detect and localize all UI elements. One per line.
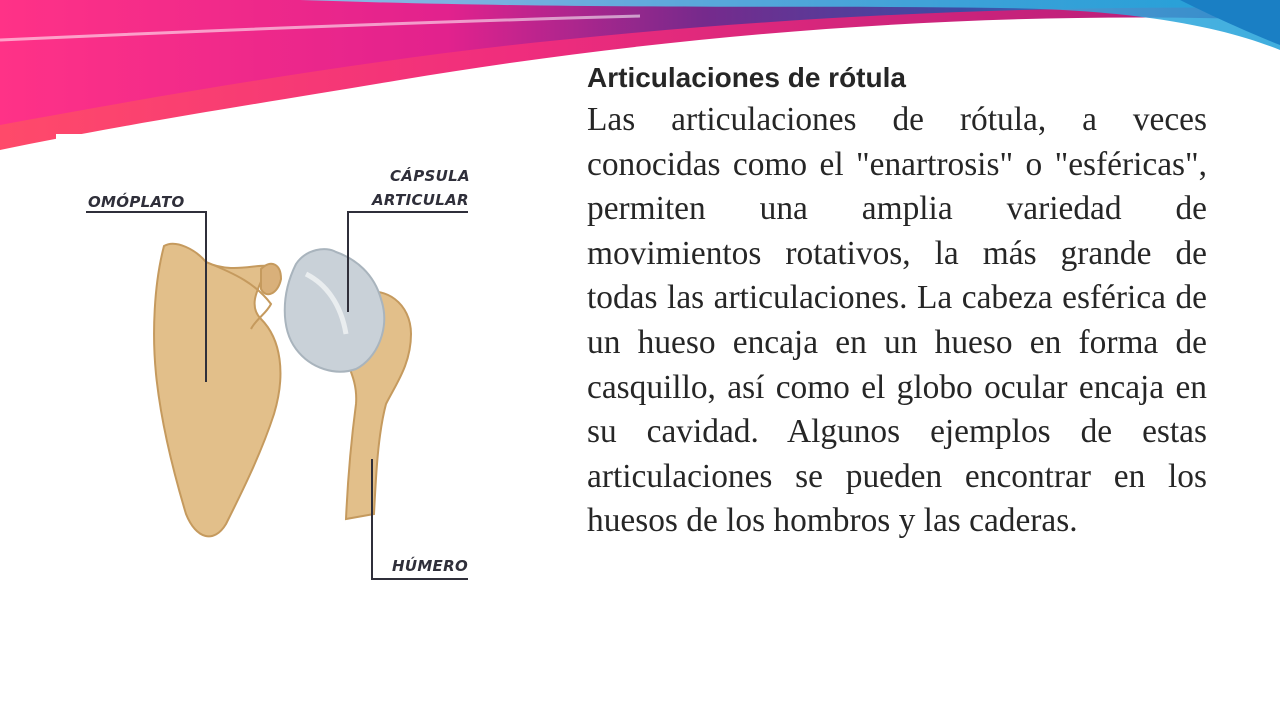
label-capsule-line2: ARTICULAR [372, 191, 469, 209]
slide-title: Articulaciones de rótula [587, 62, 906, 93]
label-capsule-line1: CÁPSULA [390, 167, 470, 185]
shoulder-joint-figure [56, 134, 500, 604]
label-scapula: OMÓPLATO [88, 193, 185, 211]
slide-content [587, 58, 1207, 544]
slide-body-text: Las articulaciones de rótula, a veces conocidas como el "enartrosis" o "esféricas", permiten una amplia variedad de movimientos rotativos, la más grande de todas las articulaciones. La cabeza esférica de un hueso encaja en un hueso en forma de casquillo, así como el globo ocular encaja en su cavidad. Algunos ejemplos de estas articulaciones se pueden encontrar en los huesos de los hombros y las caderas. [587, 101, 1207, 540]
label-humerus: HÚMERO [392, 557, 469, 575]
